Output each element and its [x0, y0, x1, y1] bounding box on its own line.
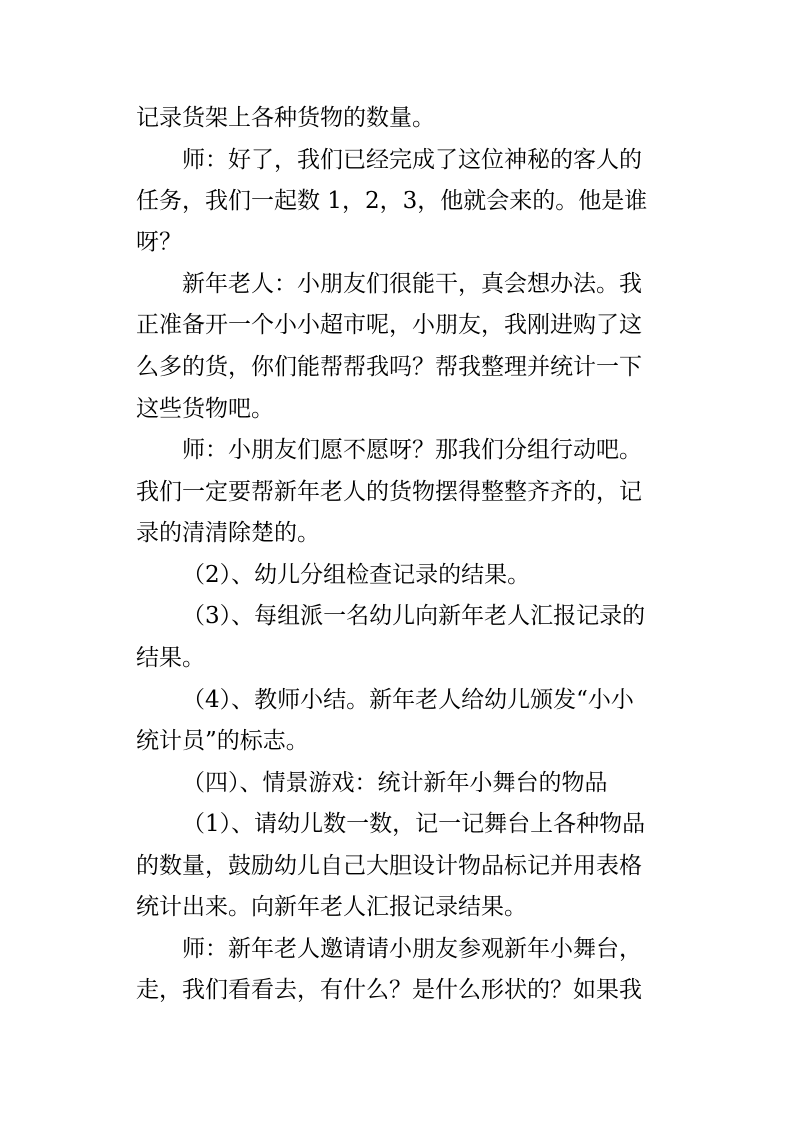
text-line: 统计出来。向新年老人汇报记录结果。 [136, 894, 527, 920]
paragraph-line: 师：好了，我们已经完成了这位神秘的客人的 [182, 147, 642, 173]
text-line: 么多的货，你们能帮帮我吗？帮我整理并统计一下 [136, 354, 642, 380]
text-line: 正准备开一个小小超市呢，小朋友，我刚进购了这 [136, 312, 642, 338]
paragraph-line: 师：新年老人邀请请小朋友参观新年小舞台， [182, 936, 642, 962]
paragraph-line: 新年老人：小朋友们很能干，真会想办法。我 [182, 271, 642, 297]
paragraph-line: （4）、教师小结。新年老人给幼儿颁发“小小 [182, 687, 634, 713]
text-line: 的数量，鼓励幼儿自己大胆设计物品标记并用表格 [136, 853, 642, 879]
text-line: 走，我们看看去，有什么？是什么形状的？如果我 [136, 977, 642, 1003]
paragraph-line: （四）、情景游戏：统计新年小舞台的物品 [182, 770, 608, 796]
paragraph-line: （2）、幼儿分组检查记录的结果。 [182, 562, 531, 588]
text-line: 呀？ [136, 229, 182, 255]
text-line: 记录货架上各种货物的数量。 [136, 105, 435, 131]
text-line: 结果。 [136, 645, 205, 671]
paragraph-line: （3）、每组派一名幼儿向新年老人汇报记录的 [182, 603, 646, 629]
text-line: 统计员”的标志。 [136, 728, 309, 754]
text-line: 任务，我们一起数 1，2，3，他就会来的。他是谁 [136, 188, 648, 214]
text-line: 我们一定要帮新年老人的货物摆得整整齐齐的，记 [136, 479, 642, 505]
paragraph-line: （1）、请幼儿数一数，记一记舞台上各种物品 [182, 811, 646, 837]
text-line: 这些货物吧。 [136, 396, 274, 422]
paragraph-line: 师：小朋友们愿不愿呀？那我们分组行动吧。 [182, 437, 642, 463]
text-line: 录的清清除楚的。 [136, 520, 320, 546]
